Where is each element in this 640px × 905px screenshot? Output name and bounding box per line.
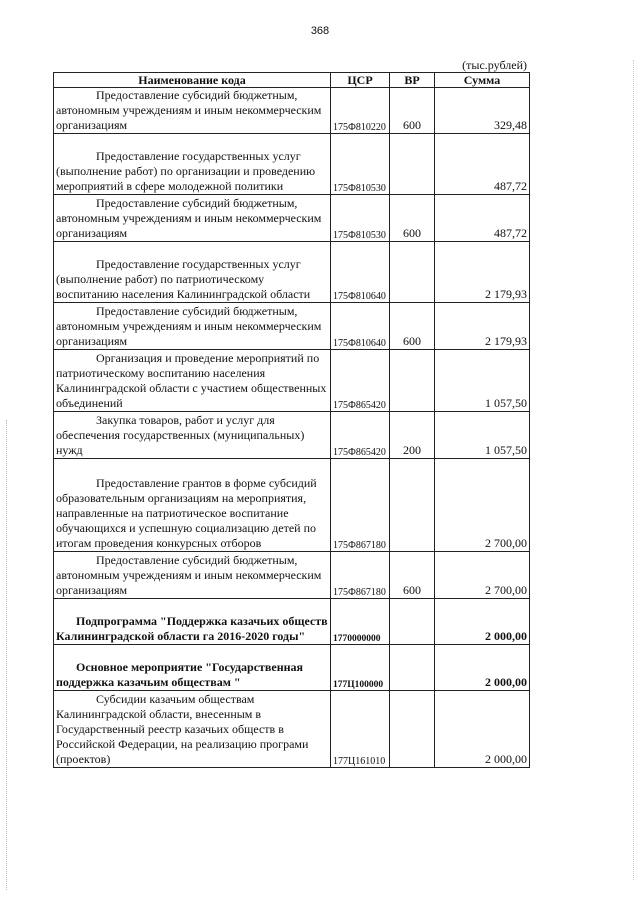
header-sum: Сумма <box>435 73 530 88</box>
table-row <box>54 303 530 350</box>
row-name: Предоставление государственных услуг (выполнение работ) по патриотическому воспитанию населения Калининградской области <box>54 242 331 303</box>
row-name: Предоставление субсидий бюджетным, автономным учреждениям и иным некоммерческим организациям <box>54 195 331 242</box>
table-row <box>54 691 530 768</box>
row-name: Подпрограмма "Поддержка казачьих обществ Калининградской области га 2016-2020 годы" <box>54 599 331 645</box>
row-vr <box>390 691 435 768</box>
row-name: Предоставление грантов в форме субсидий образовательным организациям на мероприятия, направленные на патриотическое воспитание обучающихся и успешную социализацию детей по итогам проведения конкурсных отборов <box>54 459 331 552</box>
budget-table <box>53 72 530 768</box>
row-name: Предоставление государственных услуг (выполнение работ) по организации и проведению мероприятий в сфере молодежной политики <box>54 134 331 195</box>
row-vr: 200 <box>390 412 435 459</box>
row-sum: 2 000,00 <box>435 645 530 691</box>
table-row <box>54 552 530 599</box>
table-row <box>54 242 530 303</box>
table-row <box>54 350 530 412</box>
row-vr <box>390 350 435 412</box>
row-csr: 175Ф867180 <box>331 552 390 599</box>
row-csr: 175Ф867180 <box>331 459 390 552</box>
row-sum: 487,72 <box>435 134 530 195</box>
scan-edge-left <box>6 420 7 890</box>
header-csr: ЦСР <box>331 73 390 88</box>
row-csr: 175Ф810530 <box>331 195 390 242</box>
row-sum: 2 000,00 <box>435 691 530 768</box>
row-name: Субсидии казачьим обществам Калининградской области, внесенным в Государственный реестр казачьих обществ в Российской Федерации, на реализацию програми (проектов) <box>54 691 331 768</box>
row-vr <box>390 599 435 645</box>
table-row <box>54 459 530 552</box>
table-row-subprogram <box>54 599 530 645</box>
row-name: Основное мероприятие "Государственная поддержка казачьим обществам " <box>54 645 331 691</box>
header-name: Наименование кода <box>54 73 331 88</box>
row-vr: 600 <box>390 195 435 242</box>
table-row <box>54 412 530 459</box>
table-row-main-activity <box>54 645 530 691</box>
row-sum: 2 179,93 <box>435 303 530 350</box>
row-sum: 2 000,00 <box>435 599 530 645</box>
row-csr: 175Ф810530 <box>331 134 390 195</box>
row-name: Предоставление субсидий бюджетным, автономным учреждениям и иным некоммерческим организациям <box>54 88 331 134</box>
table-header-row <box>54 73 530 88</box>
row-vr: 600 <box>390 88 435 134</box>
row-vr <box>390 134 435 195</box>
row-sum: 2 700,00 <box>435 459 530 552</box>
row-csr: 1770000000 <box>331 599 390 645</box>
row-name: Организация и проведение мероприятий по патриотическому воспитанию населения Калининградской области с участием общественных объединений <box>54 350 331 412</box>
table-row <box>54 134 530 195</box>
row-sum: 2 179,93 <box>435 242 530 303</box>
row-csr: 175Ф810640 <box>331 303 390 350</box>
row-vr <box>390 645 435 691</box>
scan-edge-right <box>633 60 634 880</box>
row-vr: 600 <box>390 303 435 350</box>
page-number: 368 <box>310 25 330 37</box>
row-csr: 175Ф865420 <box>331 412 390 459</box>
row-csr: 175Ф810220 <box>331 88 390 134</box>
row-vr: 600 <box>390 552 435 599</box>
table-row <box>54 88 530 134</box>
row-csr: 177Ц100000 <box>331 645 390 691</box>
row-name: Предоставление субсидий бюджетным, автономным учреждениям и иным некоммерческим организациям <box>54 552 331 599</box>
units-label: (тыс.рублей) <box>462 58 527 72</box>
row-sum: 2 700,00 <box>435 552 530 599</box>
row-sum: 1 057,50 <box>435 350 530 412</box>
row-name: Предоставление субсидий бюджетным, автономным учреждениям и иным некоммерческим организациям <box>54 303 331 350</box>
row-vr <box>390 242 435 303</box>
table-row <box>54 195 530 242</box>
row-name: Закупка товаров, работ и услуг для обеспечения государственных (муниципальных) нужд <box>54 412 331 459</box>
row-sum: 329,48 <box>435 88 530 134</box>
row-csr: 177Ц161010 <box>331 691 390 768</box>
row-vr <box>390 459 435 552</box>
header-vr: ВР <box>390 73 435 88</box>
row-sum: 1 057,50 <box>435 412 530 459</box>
row-csr: 175Ф865420 <box>331 350 390 412</box>
row-csr: 175Ф810640 <box>331 242 390 303</box>
row-sum: 487,72 <box>435 195 530 242</box>
